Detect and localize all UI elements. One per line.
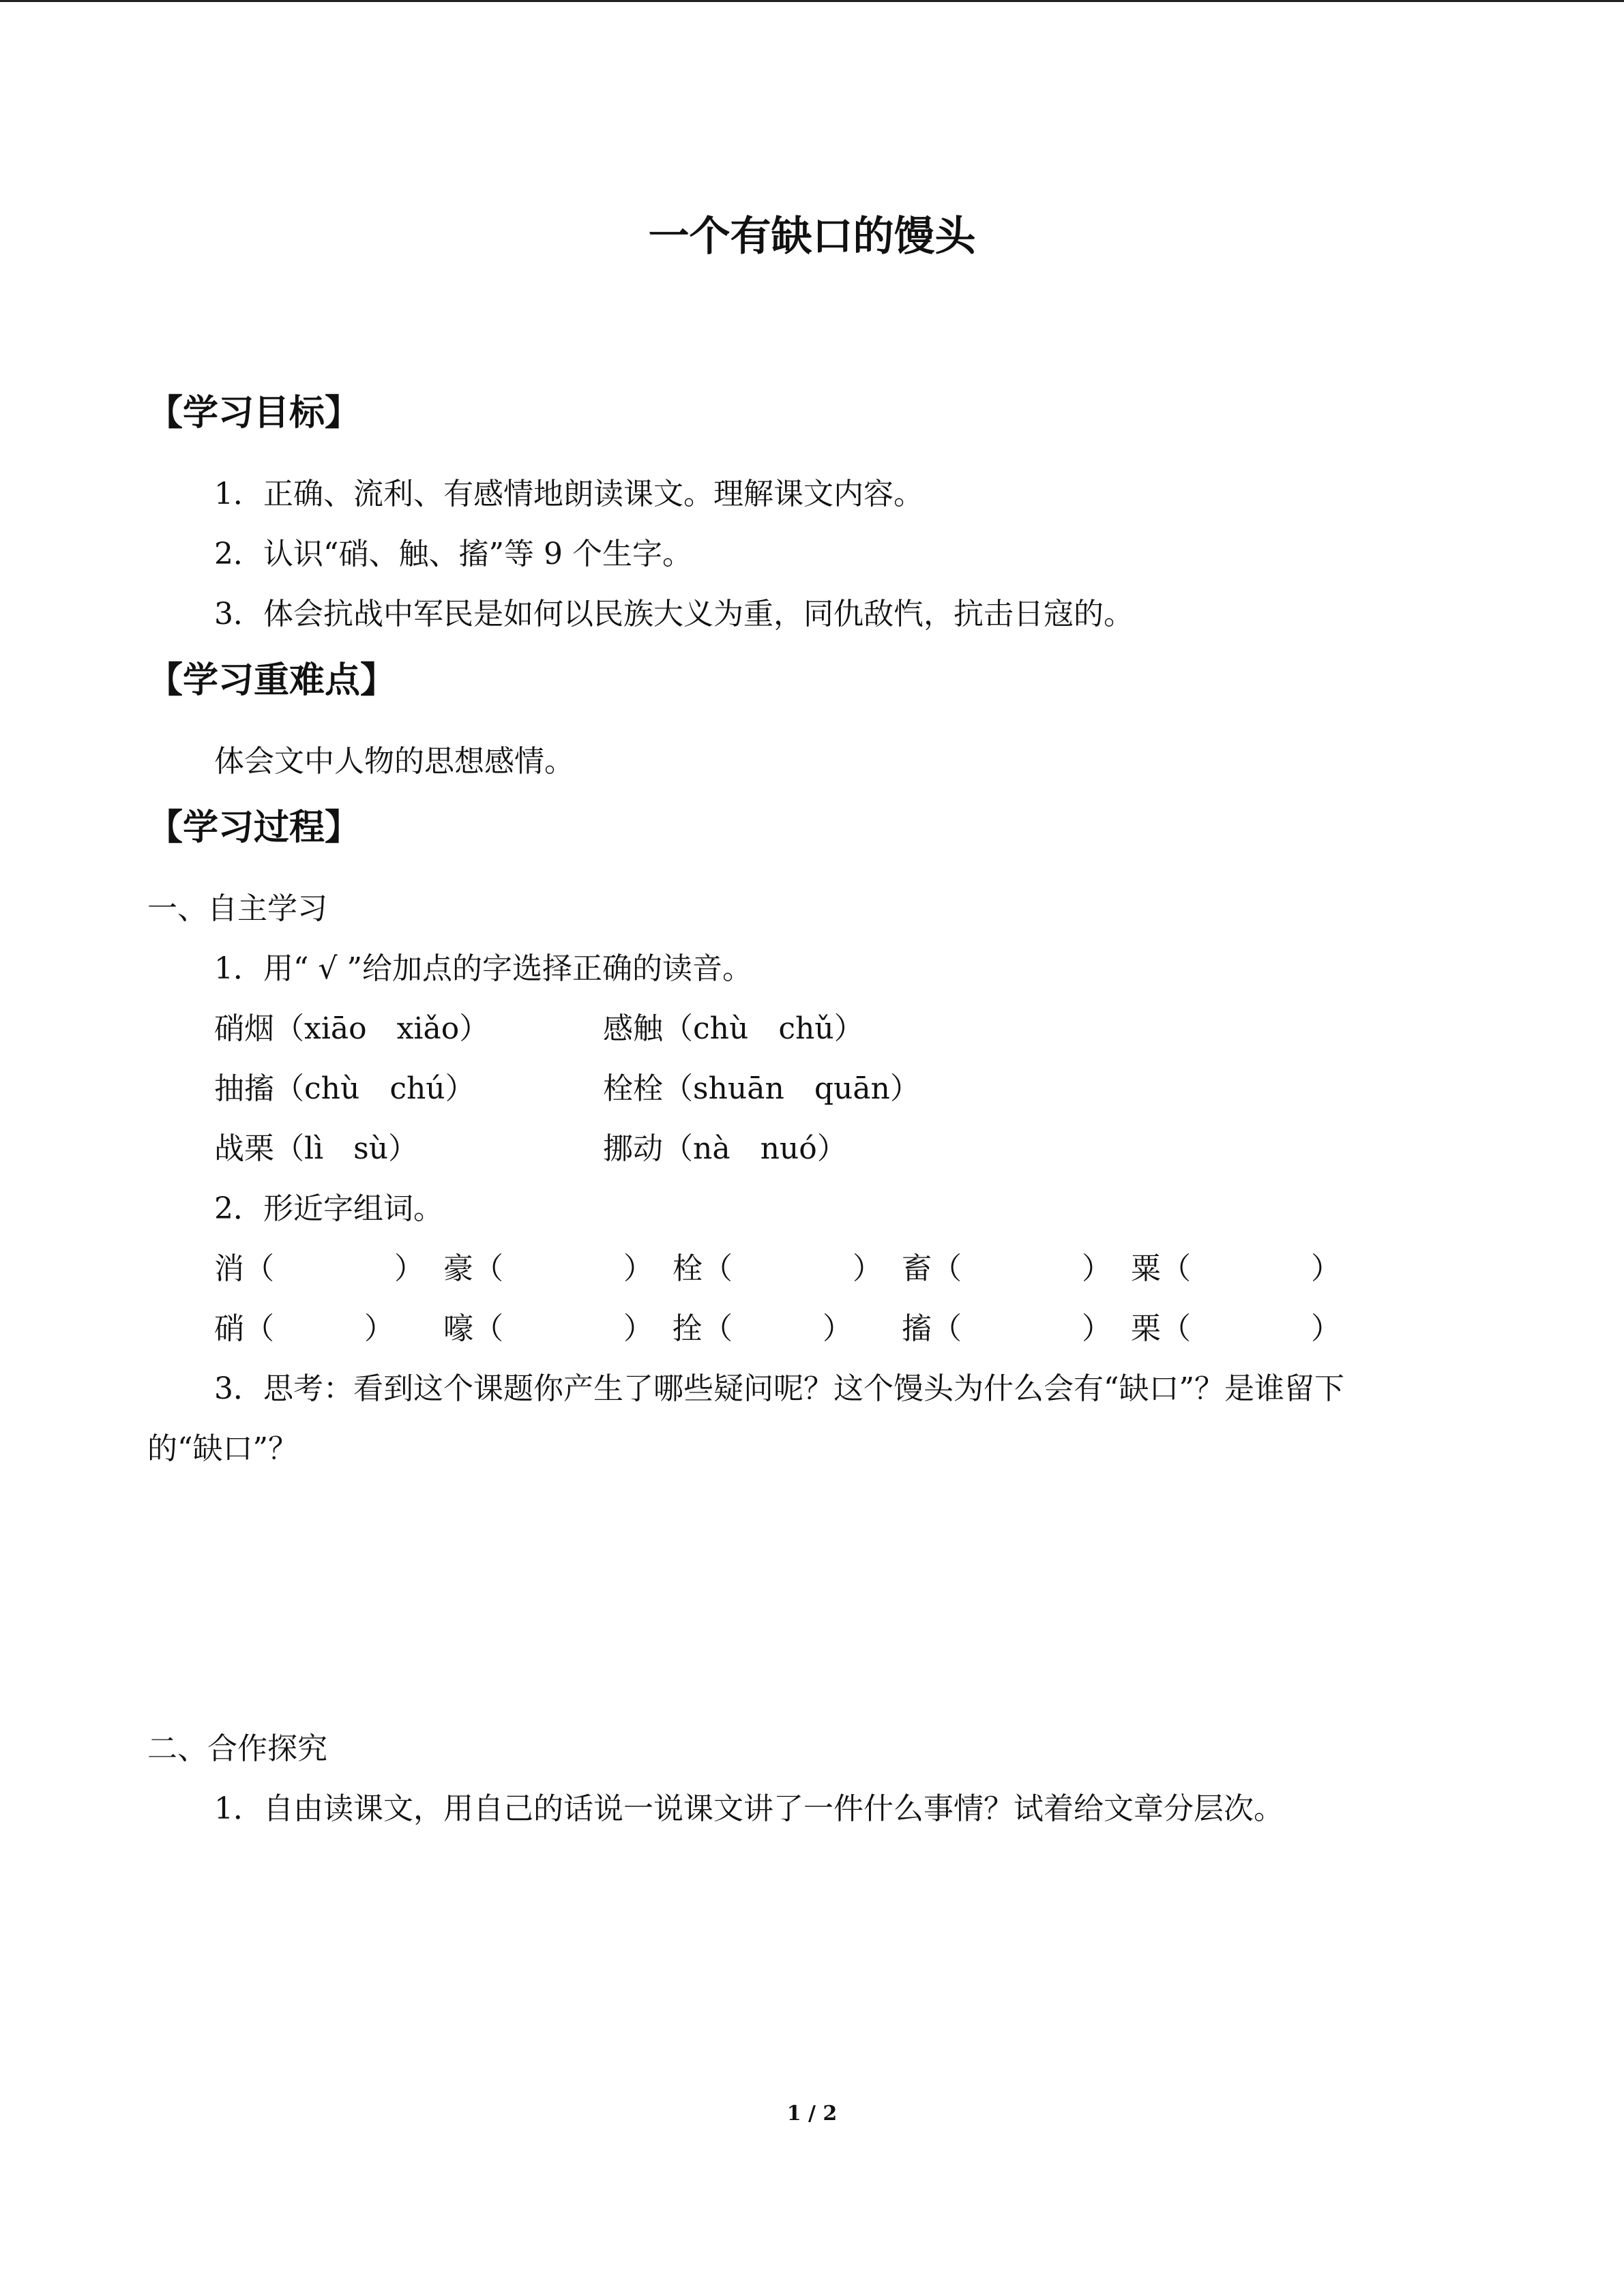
part1-q3-line1: 3．思考：看到这个课题你产生了哪些疑问呢？这个馒头为什么会有“缺口”？是谁留下 [214, 1371, 1344, 1406]
word-blank: 硝（ ） [214, 1311, 394, 1346]
pinyin-item: 战栗（lì sù） [214, 1131, 419, 1166]
word-blank: 畜（ ） [902, 1251, 1112, 1286]
goal-item-3: 3．体会抗战中军民是如何以民族大义为重，同仇敌忾，抗击日寇的。 [214, 597, 1134, 631]
word-blank: 栓（ ） [673, 1251, 883, 1286]
pinyin-item: 感触（chù chǔ） [603, 1011, 864, 1046]
part2-q1: 1．自由读课文，用自己的话说一说课文讲了一件什么事情？试着给文章分层次。 [214, 1791, 1284, 1826]
pinyin-item: 挪动（nà nuó） [603, 1131, 847, 1166]
word-blank: 豪（ ） [443, 1251, 653, 1286]
word-blank: 拴（ ） [673, 1311, 853, 1346]
heading-key-points: 【学习重难点】 [147, 660, 396, 701]
goal-item-2: 2．认识“硝、触、搐”等 9 个生字。 [214, 537, 692, 571]
pinyin-item: 硝烟（xiāo xiǎo） [214, 1011, 490, 1046]
heading-process: 【学习过程】 [147, 807, 361, 848]
word-blank: 栗（ ） [1131, 1311, 1341, 1346]
pinyin-item: 栓栓（shuān quān） [603, 1071, 920, 1106]
part1-q3-line2: 的“缺口”？ [147, 1431, 298, 1466]
part1-q2: 2．形近字组词。 [214, 1191, 443, 1226]
part1-q1: 1．用“ √ ”给加点的字选择正确的读音。 [214, 951, 752, 986]
pinyin-item: 抽搐（chù chú） [214, 1071, 475, 1106]
goal-item-1: 1．正确、流利、有感情地朗读课文。理解课文内容。 [214, 477, 924, 511]
part1-title: 一、自主学习 [147, 891, 327, 926]
heading-goals: 【学习目标】 [147, 393, 361, 434]
word-blank: 粟（ ） [1131, 1251, 1341, 1286]
page-title: 一个有缺口的馒头 [648, 213, 976, 260]
page-number: 1 / 2 [786, 2102, 838, 2126]
part2-title: 二、合作探究 [147, 1731, 327, 1766]
word-blank: 搐（ ） [902, 1311, 1112, 1346]
key-points-text: 体会文中人物的思想感情。 [214, 744, 574, 779]
word-blank: 消（ ） [214, 1251, 424, 1286]
word-blank: 嚎（ ） [443, 1311, 653, 1346]
